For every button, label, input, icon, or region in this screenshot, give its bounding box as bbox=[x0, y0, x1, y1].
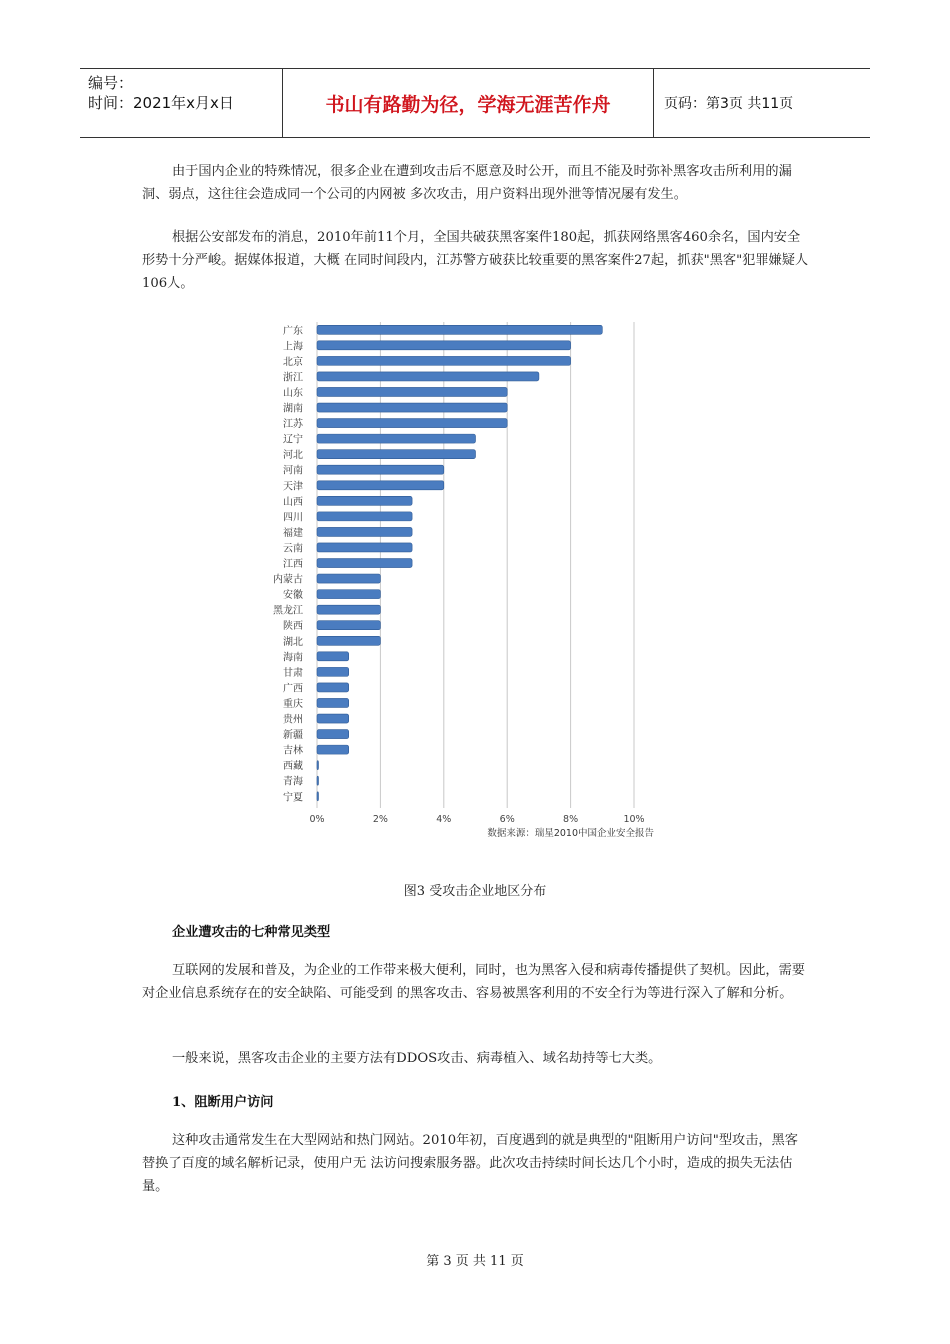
serial-label: 编号： bbox=[88, 74, 134, 92]
header-motto: 书山有路勤为径，学海无涯苦作舟 bbox=[325, 93, 611, 116]
tick-label: 8% bbox=[563, 814, 579, 826]
bar bbox=[317, 419, 507, 428]
bar bbox=[317, 496, 412, 505]
bar bbox=[317, 527, 412, 536]
category-label: 湖南 bbox=[283, 403, 303, 415]
category-label: 河南 bbox=[283, 465, 303, 477]
bar bbox=[317, 590, 380, 599]
region-bar-chart bbox=[262, 318, 672, 848]
tick-label: 4% bbox=[436, 814, 452, 826]
bar bbox=[317, 683, 349, 692]
category-label: 河北 bbox=[283, 450, 303, 462]
page-footer: 第 3 页 共 11 页 bbox=[426, 1254, 524, 1269]
category-label: 安徽 bbox=[283, 590, 303, 602]
document-header bbox=[80, 68, 870, 138]
bar bbox=[317, 434, 476, 443]
bar bbox=[317, 450, 476, 459]
paragraph-3: 互联网的发展和普及，为企业的工作带来极大便利，同时，也为黑客入侵和病毒传播提供了契机。因此，需要对企业信息系统存在的安全缺陷、可能受到 的黑客攻击、容易被黑客利用的不安全行为等进行深入了解和分析。 bbox=[142, 963, 805, 1001]
category-label: 广东 bbox=[283, 325, 303, 337]
category-label: 宁夏 bbox=[283, 792, 303, 804]
category-label: 山东 bbox=[283, 387, 303, 399]
bar bbox=[317, 372, 539, 381]
chart-svg bbox=[262, 318, 672, 848]
source-note: 数据来源：瑞星2010中国企业安全报告 bbox=[487, 828, 654, 840]
bar bbox=[317, 465, 444, 474]
category-label: 云南 bbox=[283, 543, 303, 555]
category-label: 重庆 bbox=[283, 698, 303, 710]
bar bbox=[317, 730, 349, 739]
header-page-info: 页码：第3页 共11页 bbox=[664, 96, 794, 112]
bar bbox=[317, 792, 319, 801]
tick-label: 6% bbox=[499, 814, 515, 826]
category-label: 浙江 bbox=[283, 372, 303, 384]
category-label: 贵州 bbox=[283, 714, 303, 726]
category-label: 四川 bbox=[283, 512, 303, 524]
category-label: 天津 bbox=[283, 481, 303, 493]
category-label: 上海 bbox=[283, 341, 303, 353]
category-label: 内蒙古 bbox=[273, 574, 303, 586]
category-label: 黑龙江 bbox=[273, 605, 303, 617]
bar bbox=[317, 481, 444, 490]
bar bbox=[317, 698, 349, 707]
category-label: 湖北 bbox=[283, 636, 303, 648]
bar bbox=[317, 667, 349, 676]
category-label: 广西 bbox=[283, 683, 303, 695]
bar bbox=[317, 543, 412, 552]
category-label: 青海 bbox=[283, 776, 303, 788]
bar bbox=[317, 341, 571, 350]
category-label: 陕西 bbox=[283, 621, 303, 633]
category-label: 辽宁 bbox=[283, 434, 303, 446]
category-label: 北京 bbox=[283, 356, 303, 368]
time-label: 时间：2021年x月x日 bbox=[88, 94, 234, 112]
figure-caption: 图3 受攻击企业地区分布 bbox=[403, 884, 547, 899]
tick-label: 0% bbox=[309, 814, 325, 826]
bar bbox=[317, 605, 380, 614]
category-label: 新疆 bbox=[283, 730, 303, 742]
header-meta bbox=[88, 73, 284, 113]
bar bbox=[317, 387, 507, 396]
category-label: 甘肃 bbox=[283, 667, 303, 679]
bar bbox=[317, 356, 571, 365]
bar bbox=[317, 512, 412, 521]
bar bbox=[317, 574, 380, 583]
bar bbox=[317, 761, 319, 770]
subsection-heading: 1、阻断用户访问 bbox=[172, 1095, 274, 1110]
category-label: 山西 bbox=[283, 496, 303, 508]
bar bbox=[317, 559, 412, 568]
section-heading: 企业遭攻击的七种常见类型 bbox=[172, 925, 331, 940]
bar bbox=[317, 652, 349, 661]
category-label: 福建 bbox=[283, 527, 303, 539]
tick-label: 10% bbox=[623, 814, 645, 826]
bar bbox=[317, 636, 380, 645]
bar bbox=[317, 621, 380, 630]
category-label: 江苏 bbox=[283, 419, 303, 431]
paragraph-1: 由于国内企业的特殊情况，很多企业在遭到攻击后不愿意及时公开，而且不能及时弥补黑客攻击所利用的漏洞、弱点，这往往会造成同一个公司的内网被 多次攻击，用户资料出现外泄等情况屡有发生。 bbox=[142, 164, 792, 202]
category-label: 海南 bbox=[283, 652, 303, 664]
bar bbox=[317, 776, 319, 785]
bar bbox=[317, 714, 349, 723]
bar bbox=[317, 403, 507, 412]
bar bbox=[317, 325, 602, 334]
tick-label: 2% bbox=[372, 814, 388, 826]
paragraph-2: 根据公安部发布的消息，2010年前11个月，全国共破获黑客案件180起，抓获网络黑客460余名，国内安全形势十分严峻。据媒体报道，大概 在同时间段内，江苏警方破获比较重要的黑客案件27起，抓获"黑客"犯罪嫌疑人106人。 bbox=[142, 230, 809, 291]
category-label: 西藏 bbox=[283, 761, 303, 773]
header-divider bbox=[653, 69, 654, 137]
bar bbox=[317, 745, 349, 754]
paragraph-4: 一般来说，黑客攻击企业的主要方法有DDOS攻击、病毒植入、域名劫持等七大类。 bbox=[172, 1051, 662, 1066]
category-label: 江西 bbox=[283, 559, 303, 571]
paragraph-5: 这种攻击通常发生在大型网站和热门网站。2010年初，百度遇到的就是典型的"阻断用户访问"型攻击，黑客替换了百度的域名解析记录，使用户无 法访问搜索服务器。此次攻击持续时间长达几个小时，造成的损失无法估量。 bbox=[142, 1133, 798, 1194]
category-label: 吉林 bbox=[283, 745, 303, 757]
